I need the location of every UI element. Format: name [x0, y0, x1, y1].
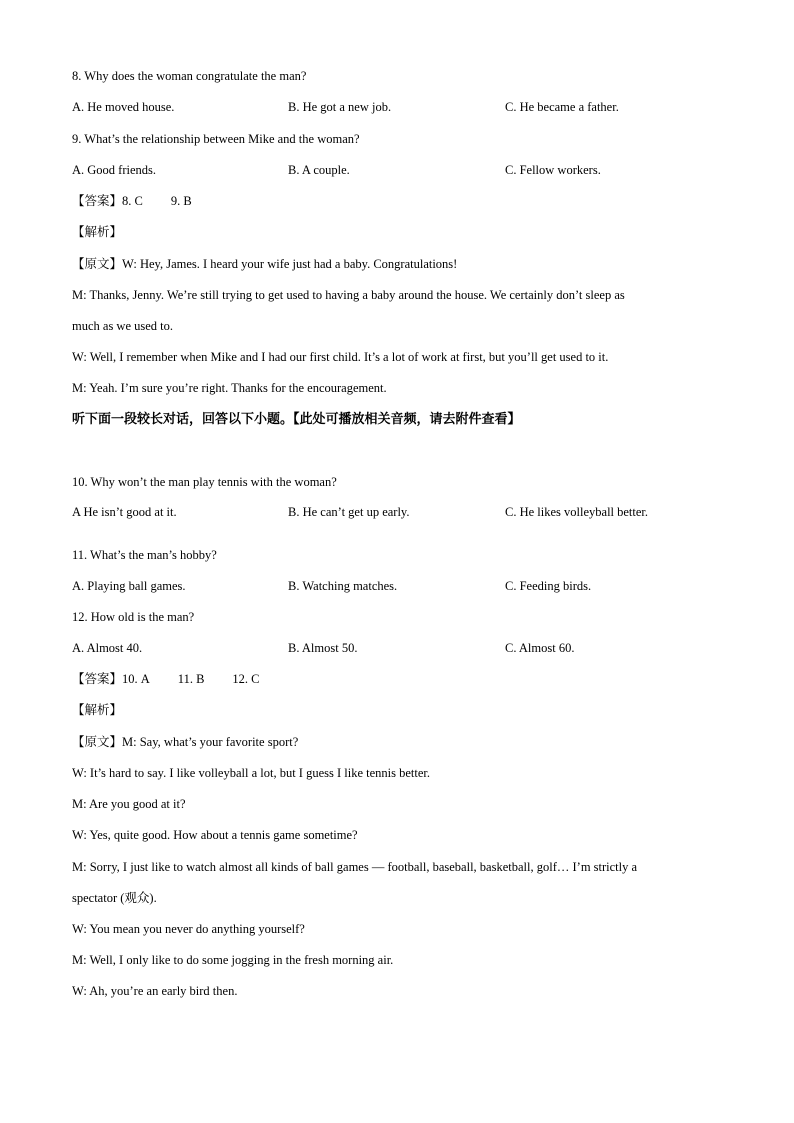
- answer-value: 11. B: [177, 672, 205, 686]
- answer-tag: 【答案】: [72, 193, 123, 208]
- listening-instruction: 听下面一段较长对话，回答以下小题。【此处可播放相关音频，请去附件查看】: [72, 412, 521, 427]
- q12-option-c: C. Almost 60.: [505, 641, 575, 655]
- transcript-line: W: Ah, you’re an early bird then.: [72, 984, 238, 998]
- transcript-line: W: You mean you never do anything yourself?: [72, 922, 305, 936]
- analysis-tag: 【解析】: [72, 702, 123, 717]
- transcript-line: M: Thanks, Jenny. We’re still trying to get used to having a baby around the house. We certainly don’t sleep as: [72, 288, 625, 302]
- q10-option-a: A He isn’t good at it.: [72, 505, 177, 519]
- transcript-line: much as we used to.: [72, 319, 174, 333]
- q8-option-c: C. He became a father.: [505, 100, 619, 114]
- transcript-line: M: Yeah. I’m sure you’re right. Thanks for the encouragement.: [72, 381, 387, 395]
- question-12: 12. How old is the man?: [72, 610, 195, 624]
- answer-tag: 【答案】: [72, 671, 123, 686]
- answer-line: [72, 671, 260, 687]
- q10-option-c: C. He likes volleyball better.: [505, 505, 649, 519]
- transcript-line: [72, 256, 457, 272]
- answer-value: 8. C: [122, 194, 143, 208]
- q9-option-a: A. Good friends.: [72, 163, 157, 177]
- transcript-line: M: Sorry, I just like to watch almost all kinds of ball games — football, baseball, basketball, golf… I’m strictly a: [72, 860, 638, 874]
- q12-option-a: A. Almost 40.: [72, 641, 143, 655]
- answer-value: 9. B: [170, 194, 192, 208]
- question-8: 8. Why does the woman congratulate the man?: [72, 69, 307, 83]
- q12-option-b: B. Almost 50.: [288, 641, 358, 655]
- original-tag: 【原文】: [72, 734, 123, 749]
- transcript-line: W: Well, I remember when Mike and I had our first child. It’s a lot of work at first, but you’ll get used to it.: [72, 350, 609, 364]
- q11-option-c: C. Feeding birds.: [505, 579, 592, 593]
- transcript-line: [72, 734, 298, 750]
- transcript-line: M: Are you good at it?: [72, 797, 186, 811]
- q11-option-a: A. Playing ball games.: [72, 579, 186, 593]
- transcript-line: W: Yes, quite good. How about a tennis game sometime?: [72, 828, 358, 842]
- original-tag: 【原文】: [72, 256, 123, 271]
- transcript-line: M: Well, I only like to do some jogging in the fresh morning air.: [72, 953, 394, 967]
- transcript-text: M: Say, what’s your favorite sport?: [122, 735, 299, 749]
- q8-option-b: B. He got a new job.: [288, 100, 392, 114]
- answer-value: 12. C: [232, 672, 260, 686]
- transcript-text: W: Hey, James. I heard your wife just had a baby. Congratulations!: [122, 257, 458, 271]
- transcript-line: spectator (观众).: [72, 891, 157, 905]
- q11-option-b: B. Watching matches.: [288, 579, 398, 593]
- q10-option-b: B. He can’t get up early.: [288, 505, 410, 519]
- answer-value: 10. A: [122, 672, 150, 686]
- question-10: 10. Why won’t the man play tennis with the woman?: [72, 475, 337, 489]
- q8-option-a: A. He moved house.: [72, 100, 175, 114]
- question-11: 11. What’s the man’s hobby?: [72, 548, 217, 562]
- analysis-tag: 【解析】: [72, 224, 123, 239]
- transcript-line: W: It’s hard to say. I like volleyball a lot, but I guess I like tennis better.: [72, 766, 431, 780]
- q9-option-c: C. Fellow workers.: [505, 163, 601, 177]
- question-9: 9. What’s the relationship between Mike and the woman?: [72, 132, 360, 146]
- q9-option-b: B. A couple.: [288, 163, 350, 177]
- answer-line: [72, 193, 192, 209]
